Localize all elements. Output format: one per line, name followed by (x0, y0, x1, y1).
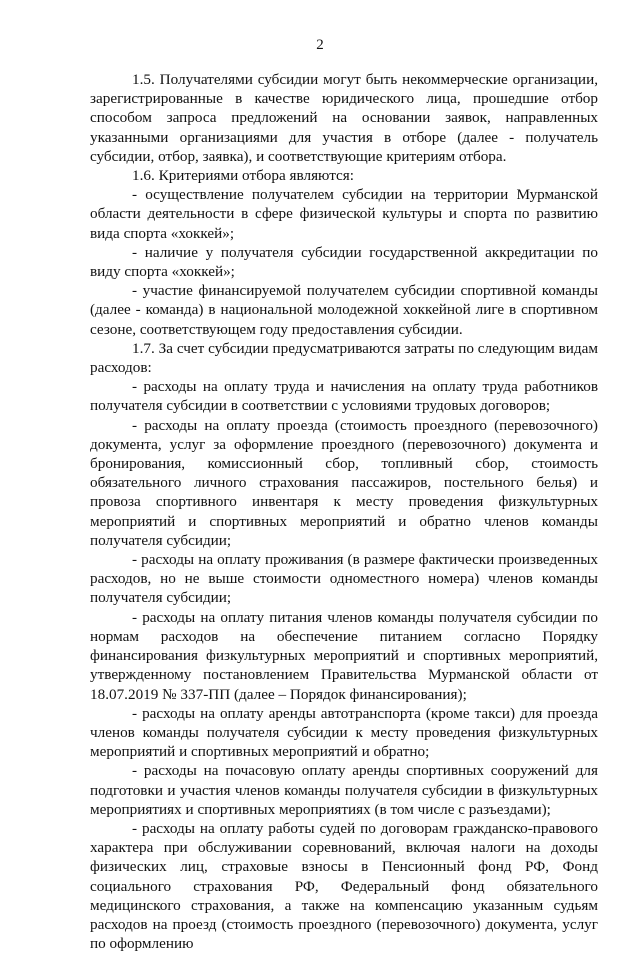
expense-facility-rental: - расходы на почасовую оплату аренды спортивных сооружений для подготовки и участия членов команды получателя субсидии в физкультурных мероприятиях и спортивных мероприятиях (в том числе с разъездами); (90, 762, 598, 818)
criterion-accreditation: - наличие у получателя субсидии государственной аккредитации по виду спорта «хоккей»; (90, 243, 598, 281)
expense-accommodation: - расходы на оплату проживания (в размере фактически произведенных расходов, но не выше стоимости одноместного номера) членов команды получателя субсидии; (90, 551, 598, 607)
paragraph-1-7: 1.7. За счет субсидии предусматриваются затраты по следующим видам расходов: (90, 339, 598, 377)
paragraph-1-5: 1.5. Получателями субсидии могут быть некоммерческие организации, зарегистрированные в качестве юридического лица, прошедшие отбор способом запроса предложений на основании заявок, направленных указанными организациями для участия в отборе (далее - получатель субсидии, отбор, заявка), и соответствующие критериям отбора. (90, 71, 598, 165)
expense-referees: - расходы на оплату работы судей по договорам гражданско-правового характера при обслуживании соревнований, включая налоги на доходы физических лиц, страховые взносы в Пенсионный фонд РФ, Фонд социального страхования РФ, Федеральный фонд обязательного медицинского страхования, а также на компенсацию указанным судьям расходов на проезд (стоимость проездного (перевозочного) документа, услуг по оформлению (90, 819, 598, 953)
document-body (90, 70, 598, 953)
paragraph-1-6: 1.6. Критериями отбора являются: (132, 167, 354, 185)
expense-travel: - расходы на оплату проезда (стоимость проездного (перевозочного) документа, услуг за оформление проездного (перевозочного) документа и бронирования, комиссионный сбор, топливный сбор, стоимость обязательного личного страхования пассажиров, постельного белья) и провоза спортивного инвентаря к месту проведения физкультурных мероприятий и спортивных мероприятий и обратно членов команды получателя субсидии; (90, 416, 598, 549)
criterion-league-participation: - участие финансируемой получателем субсидии спортивной команды (далее - команда) в национальной молодежной хоккейной лиге в спортивном сезоне, соответствующем году предоставления субсидии. (90, 282, 598, 338)
expense-vehicle-rental: - расходы на оплату аренды автотранспорта (кроме такси) для проезда членов команды получателя субсидии к месту проведения физкультурных мероприятий и спортивных мероприятий и обратно; (90, 704, 598, 761)
expense-labor: - расходы на оплату труда и начисления на оплату труда работников получателя субсидии в соответствии с условиями трудовых договоров; (90, 378, 598, 415)
page-number: 2 (316, 37, 324, 53)
expense-meals: - расходы на оплату питания членов команды получателя субсидии по нормам расходов на обеспечение питанием согласно Порядку финансирования физкультурных мероприятий и спортивных мероприятий, утвержденному постановлением Правительства Мурманской области от 18.07.2019 № 337-ПП (далее – Порядок финансирования); (90, 608, 598, 703)
criterion-territory: - осуществление получателем субсидии на территории Мурманской области деятельности в сфере физической культуры и спорта по развитию вида спорта «хоккей»; (90, 186, 598, 242)
